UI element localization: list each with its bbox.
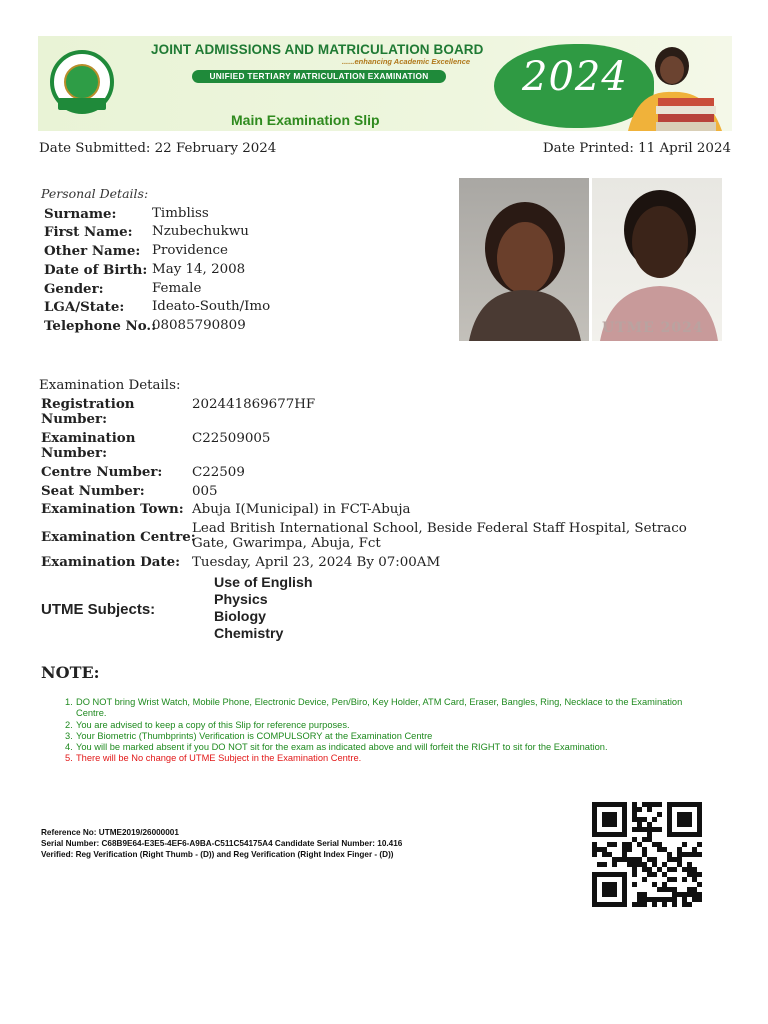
dob-label: Date of Birth:: [44, 262, 148, 278]
examination-centre-value: Lead British International School, Beside Federal Staff Hospital, Setraco Gate, Gwarimpa, Abuja, Fct: [192, 521, 687, 551]
photo-watermark: UTME 2024: [602, 320, 704, 336]
note-list: [65, 697, 705, 765]
subject-item: Physics: [214, 592, 268, 608]
subject-item: Use of English: [214, 575, 313, 591]
header-banner: [38, 36, 732, 131]
centre-number-label: Centre Number:: [41, 464, 163, 480]
tagline: ......enhancing Academic Excellence: [342, 57, 471, 66]
utme-subjects-label: UTME Subjects:: [41, 601, 156, 618]
serial-number: Serial Number: C68B9E64-E3E5-4EF6-A9BA-C511C54175A4 Candidate Serial Number: 10.416: [41, 839, 403, 848]
seat-number-label: Seat Number:: [41, 483, 145, 499]
board-name: JOINT ADMISSIONS AND MATRICULATION BOARD: [151, 42, 484, 57]
telephone-value: 08085790809: [152, 318, 246, 333]
surname-value: Timbliss: [152, 206, 209, 221]
lga-state-label: LGA/State:: [44, 299, 125, 315]
subject-item: Chemistry: [214, 626, 284, 642]
note-text: You will be marked absent if you DO NOT sit for the exam as indicated above and will forfeit the RIGHT to sit for the Examination.: [76, 742, 608, 753]
first-name-label: First Name:: [44, 224, 133, 240]
candidate-photo-current: [459, 178, 589, 341]
date-printed: Date Printed: 11 April 2024: [542, 141, 731, 156]
note-item: [65, 742, 705, 753]
qr-code-icon: [592, 802, 702, 907]
examination-date-label: Examination Date:: [41, 554, 181, 570]
other-name-value: Providence: [152, 243, 228, 258]
note-number: 5.: [65, 753, 73, 764]
gender-value: Female: [152, 281, 202, 296]
exam-details-heading: Examination Details:: [39, 378, 181, 393]
examination-number-value: C22509005: [192, 431, 271, 446]
surname-label: Surname:: [44, 206, 117, 222]
telephone-label: Telephone No.:: [44, 318, 157, 334]
examination-town-label: Examination Town:: [41, 501, 184, 517]
exam-name-pill: UNIFIED TERTIARY MATRICULATION EXAMINATION: [192, 70, 446, 83]
note-text: DO NOT bring Wrist Watch, Mobile Phone, Electronic Device, Pen/Biro, Key Holder, ATM Card, Eraser, Bangles, Ring, Necklace to the Examination Centre.: [76, 697, 683, 719]
gender-label: Gender:: [44, 281, 104, 297]
year-text: 2024: [522, 54, 628, 100]
examination-town-value: Abuja I(Municipal) in FCT-Abuja: [192, 502, 411, 517]
note-number: 1.: [65, 697, 73, 707]
other-name-label: Other Name:: [44, 243, 141, 259]
registration-number-label: Registration Number:: [41, 396, 135, 427]
dob-value: May 14, 2008: [152, 262, 246, 277]
subject-item: Biology: [214, 609, 267, 625]
examination-number-label: Examination Number:: [41, 430, 136, 461]
candidate-portrait-icon: [459, 178, 589, 341]
note-item: [65, 697, 705, 720]
reference-number: Reference No: UTME2019/26000001: [41, 828, 179, 837]
lga-state-value: Ideato-South/Imo: [152, 299, 271, 314]
verification-status: Verified: Reg Verification (Right Thumb - (D)) and Reg Verification (Right Index Finger - (D)): [41, 850, 394, 859]
personal-details-heading: Personal Details:: [41, 186, 149, 201]
date-submitted: Date Submitted: 22 February 2024: [39, 141, 277, 156]
note-number: 3.: [65, 730, 73, 741]
note-text: You are advised to keep a copy of this Slip for reference purposes.: [76, 719, 350, 730]
examination-date-value: Tuesday, April 23, 2024 By 07:00AM: [192, 555, 441, 570]
centre-number-value: C22509: [192, 465, 245, 480]
note-item: [65, 731, 705, 742]
banner-student-illustration-icon: [598, 40, 732, 131]
note-text: Your Biometric (Thumbprints) Verification is COMPULSORY at the Examination Centre: [76, 730, 433, 741]
first-name-value: Nzubechukwu: [152, 224, 249, 239]
candidate-portrait-blurred-icon: [592, 178, 722, 341]
slip-title: Main Examination Slip: [231, 112, 380, 128]
note-text: There will be No change of UTME Subject in the Examination Centre.: [76, 753, 362, 764]
note-item-warning: [65, 753, 705, 764]
jamb-logo-icon: [50, 50, 114, 114]
note-heading: NOTE:: [41, 663, 100, 682]
note-item: [65, 720, 705, 731]
examination-centre-label: Examination Centre:: [41, 529, 196, 545]
note-number: 4.: [65, 742, 73, 753]
candidate-photo-registration: [592, 178, 722, 341]
note-number: 2.: [65, 719, 73, 730]
seat-number-value: 005: [192, 484, 218, 499]
registration-number-value: 202441869677HF: [192, 397, 316, 412]
